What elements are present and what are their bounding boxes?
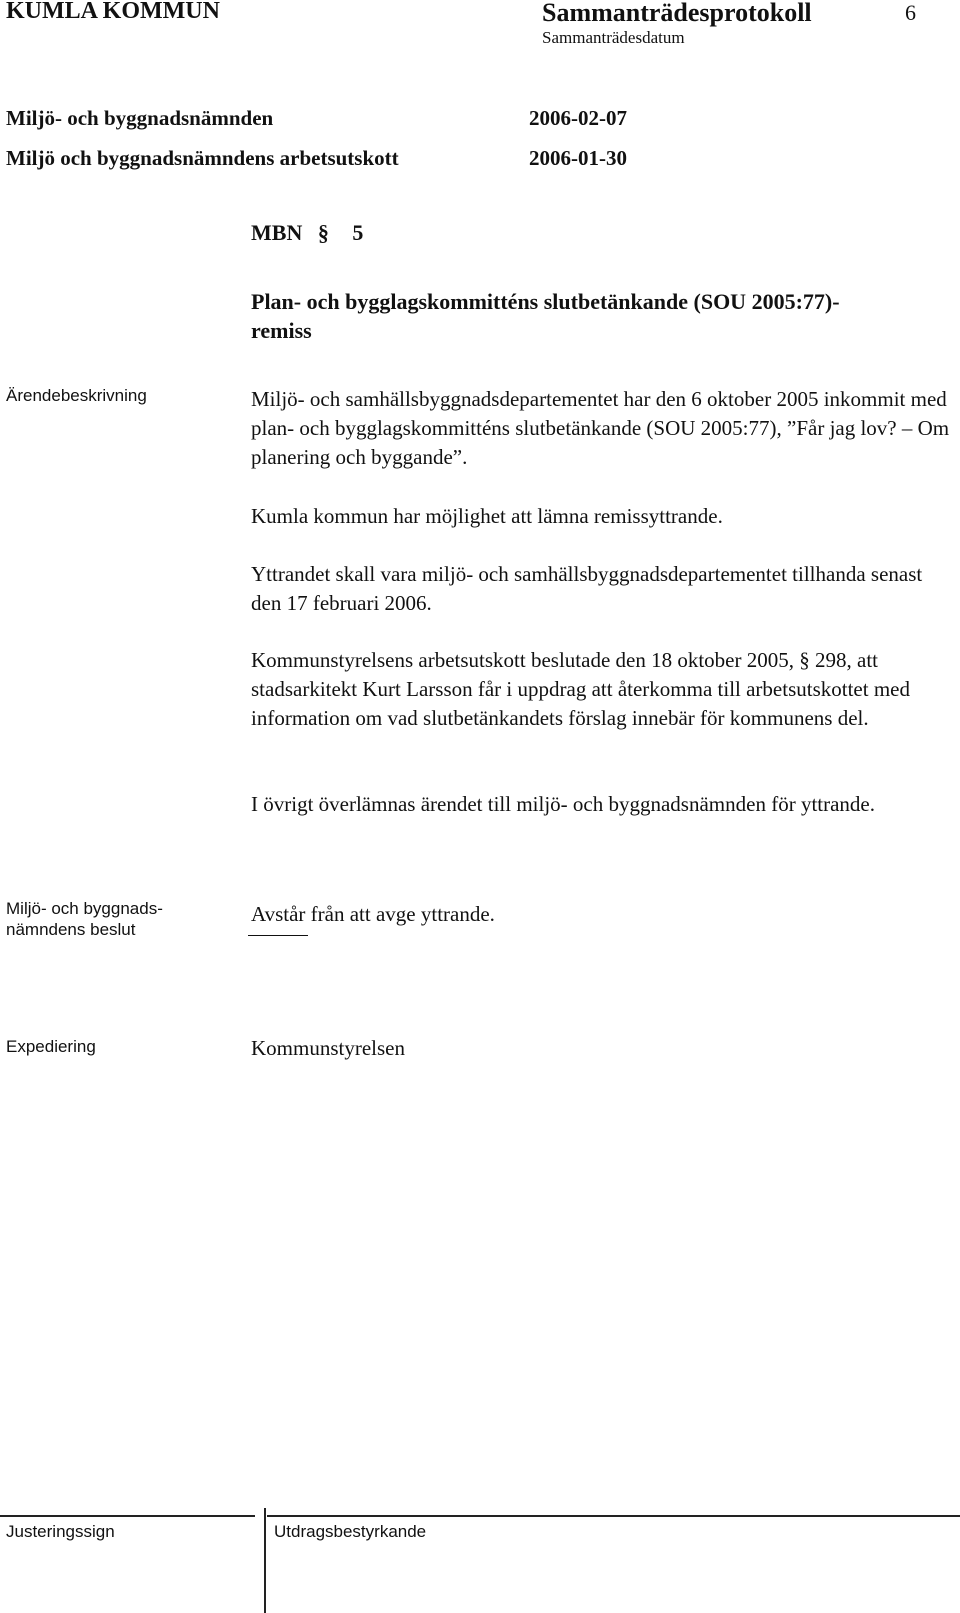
document-type: Sammanträdesprotokoll [542, 0, 812, 27]
description-paragraph-3: Yttrandet skall vara miljö- och samhällsbyggnadsdepartementet tillhanda senast den 17 februari 2006. [251, 562, 923, 615]
decision-label [6, 898, 163, 940]
case-reference [251, 220, 363, 246]
case-ref-prefix: MBN [251, 220, 303, 245]
description-paragraph-2: Kumla kommun har möjlighet att lämna remissyttrande. [251, 504, 723, 528]
description-label: Ärendebeskrivning [6, 386, 147, 405]
decision-text: Avstår från att avge yttrande. [251, 902, 495, 926]
organization-name: KUMLA KOMMUN [6, 0, 220, 24]
footer-divider-left [0, 1515, 255, 1517]
description-paragraph-4: Kommunstyrelsens arbetsutskott beslutade den 18 oktober 2005, § 298, att stadsarkitekt Kurt Larsson får i uppdrag att återkomma till arbetsutskottet med information om vad slutbetänkandets förslag innebär för kommunens del. [251, 648, 910, 730]
meeting-date-2: 2006-01-30 [529, 146, 627, 170]
dispatch-recipient: Kommunstyrelsen [251, 1036, 405, 1060]
page-number: 6 [905, 0, 916, 25]
case-title-line2: remiss [251, 318, 312, 343]
decision-underline [248, 935, 308, 936]
decision-label-line1: Miljö- och byggnads- [6, 899, 163, 918]
description-paragraph-5: I övrigt överlämnas ärendet till miljö- och byggnadsnämnden för yttrande. [251, 792, 875, 816]
decision-label-line2: nämndens beslut [6, 920, 136, 939]
description-paragraph-1: Miljö- och samhällsbyggnadsdepartementet har den 6 oktober 2005 inkommit med plan- och bygglagskommitténs slutbetänkande (SOU 2005:77), ”Får jag lov? – Om planering och byggande”. [251, 387, 950, 469]
case-title-line1: Plan- och bygglagskommitténs slutbetänkande (SOU 2005:77)- [251, 289, 840, 314]
meeting-date-1: 2006-02-07 [529, 106, 627, 130]
case-number: 5 [352, 220, 364, 245]
footer-utdragsbestyrkande: Utdragsbestyrkande [274, 1522, 427, 1541]
footer-justeringssign: Justeringssign [6, 1522, 115, 1541]
meeting-date-label: Sammanträdesdatum [542, 28, 685, 47]
dispatch-label: Expediering [6, 1037, 96, 1056]
meeting-body-1: Miljö- och byggnadsnämnden [6, 106, 274, 130]
section-sign: § [317, 220, 329, 245]
footer-vertical-divider [264, 1508, 266, 1613]
meeting-body-2: Miljö och byggnadsnämndens arbetsutskott [6, 146, 399, 170]
footer-divider-right [267, 1515, 960, 1517]
